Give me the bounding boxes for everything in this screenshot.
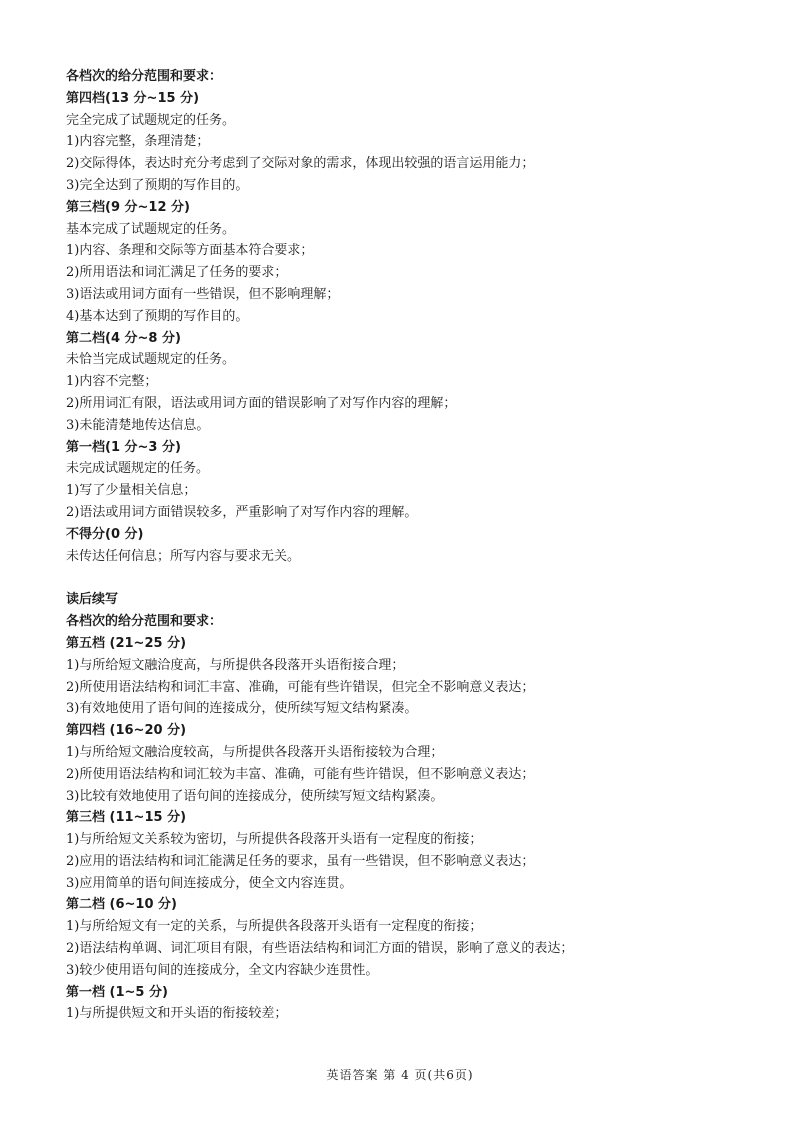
rubric-line: 基本完成了试题规定的任务。 bbox=[66, 221, 236, 237]
rubric-line: 1)与所给短文融洽度高，与所提供各段落开头语衔接合理； bbox=[66, 657, 405, 673]
rubric-line: 1)内容、条理和交际等方面基本符合要求； bbox=[66, 243, 314, 259]
rubric-line: 3)有效地使用了语句间的连接成分，使所续写短文结构紧凑。 bbox=[66, 701, 418, 717]
rubric-line: 1)与所给短文有一定的关系，与所提供各段落开头语有一定程度的衔接； bbox=[66, 919, 483, 935]
section-heading: 第一档 (1~5 分) bbox=[66, 984, 168, 1000]
writing-rubric-section bbox=[66, 66, 766, 567]
rubric-line: 1)与所给短文融洽度较高，与所提供各段落开头语衔接较为合理； bbox=[66, 744, 444, 760]
rubric-line: 1)与所给短文关系较为密切，与所提供各段落开头语有一定程度的衔接； bbox=[66, 832, 483, 848]
section-heading: 第二档(4 分~8 分) bbox=[66, 330, 181, 346]
rubric-line: 3)未能清楚地传达信息。 bbox=[66, 417, 210, 433]
rubric-line: 1)写了少量相关信息； bbox=[66, 483, 197, 499]
section-heading: 第一档(1 分~3 分) bbox=[66, 439, 181, 455]
section-heading: 第四档(13 分~15 分) bbox=[66, 90, 200, 106]
section-heading: 第三档 (11~15 分) bbox=[66, 810, 187, 826]
rubric-line: 未完成试题规定的任务。 bbox=[66, 461, 210, 477]
rubric-line: 2)语法结构单调、词汇项目有限，有些语法结构和词汇方面的错误，影响了意义的表达； bbox=[66, 941, 574, 957]
rubric-line: 3)应用简单的语句间连接成分，使全文内容连贯。 bbox=[66, 875, 353, 891]
document-body bbox=[66, 66, 766, 1025]
section-heading: 第三档(9 分~12 分) bbox=[66, 199, 190, 215]
rubric-line: 2)所使用语法结构和词汇较为丰富、准确，可能有些许错误，但不影响意义表达； bbox=[66, 766, 535, 782]
rubric-line: 2)所用语法和词汇满足了任务的要求； bbox=[66, 265, 288, 281]
continuation-writing-rubric-section bbox=[66, 589, 766, 1025]
rubric-line: 未传达任何信息；所写内容与要求无关。 bbox=[66, 548, 301, 564]
rubric-line: 4)基本达到了预期的写作目的。 bbox=[66, 308, 249, 324]
page-footer: 英语答案 第 4 页(共6页) bbox=[326, 1068, 474, 1082]
rubric-line: 3)语法或用词方面有一些错误，但不影响理解； bbox=[66, 286, 340, 302]
rubric-line: 未恰当完成试题规定的任务。 bbox=[66, 352, 236, 368]
section-heading: 第四档 (16~20 分) bbox=[66, 723, 187, 739]
section-heading: 读后续写 bbox=[66, 592, 119, 608]
section-heading: 各档次的给分范围和要求： bbox=[66, 69, 223, 84]
rubric-line: 1)内容完整，条理清楚； bbox=[66, 134, 210, 150]
section-gap bbox=[66, 567, 766, 589]
rubric-line: 1)与所提供短文和开头语的衔接较差； bbox=[66, 1006, 288, 1022]
section-heading: 各档次的给分范围和要求： bbox=[66, 614, 223, 630]
section-heading: 第五档 (21~25 分) bbox=[66, 635, 187, 651]
rubric-line: 3)完全达到了预期的写作目的。 bbox=[66, 177, 249, 193]
rubric-line: 2)语法或用词方面错误较多，严重影响了对写作内容的理解。 bbox=[66, 504, 418, 520]
rubric-line: 1)内容不完整； bbox=[66, 374, 158, 390]
rubric-line: 3)比较有效地使用了语句间的连接成分，使所续写短文结构紧凑。 bbox=[66, 788, 444, 804]
rubric-line: 2)所使用语法结构和词汇丰富、准确，可能有些许错误，但完全不影响意义表达； bbox=[66, 679, 535, 695]
rubric-line: 2)交际得体，表达时充分考虑到了交际对象的需求，体现出较强的语言运用能力； bbox=[66, 156, 535, 172]
rubric-line: 2)所用词汇有限，语法或用词方面的错误影响了对写作内容的理解； bbox=[66, 395, 457, 411]
section-heading: 不得分(0 分) bbox=[66, 526, 144, 542]
rubric-line: 完全完成了试题规定的任务。 bbox=[66, 112, 236, 128]
section-heading: 第二档 (6~10 分) bbox=[66, 897, 177, 913]
rubric-line: 2)应用的语法结构和词汇能满足任务的要求，虽有一些错误，但不影响意义表达； bbox=[66, 853, 535, 869]
rubric-line: 3)较少使用语句间的连接成分，全文内容缺少连贯性。 bbox=[66, 962, 379, 978]
